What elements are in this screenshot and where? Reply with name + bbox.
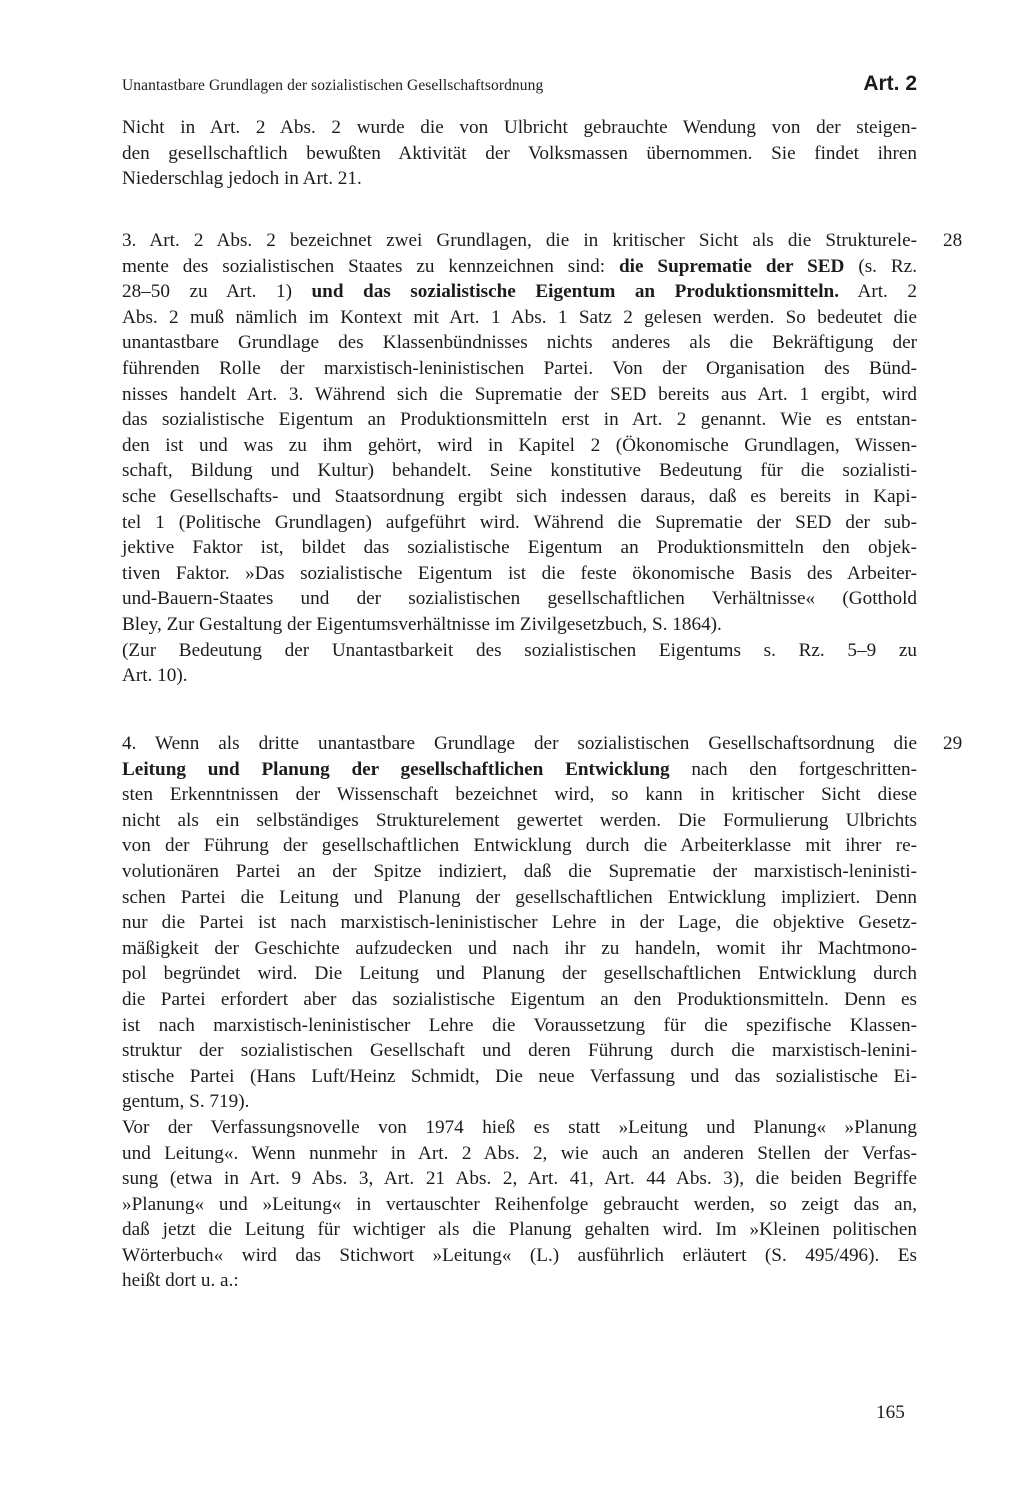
margin-number-28: 28 xyxy=(943,230,963,251)
page-number: 165 xyxy=(876,1402,905,1423)
text-line: Abs. 2 muß nämlich im Kontext mit Art. 1 Abs. 1 Satz 2 gelesen werden. So bedeutet die xyxy=(122,306,917,328)
article-label: Art. 2 xyxy=(863,72,917,95)
text-line: unantastbare Grundlage des Klassenbündnisses nichts anderes als die Bekräftigung der xyxy=(122,332,917,354)
text-line: nicht als ein selbständiges Strukturelement gewertet werden. Die Formulierung Ulbrichts xyxy=(122,809,917,831)
text-run: Art. 2 xyxy=(839,281,917,303)
emphasis-suprematie: die Suprematie der SED xyxy=(618,255,845,277)
paragraph-4 xyxy=(122,731,917,1294)
text-line: mäßigkeit der Geschichte aufzudecken und nach ihr zu handeln, womit ihr Machtmono- xyxy=(122,937,917,959)
paragraph-3 xyxy=(122,228,917,689)
text-line xyxy=(122,254,917,280)
text-line: sung (etwa in Art. 9 Abs. 3, Art. 21 Abs. 2, Art. 41, Art. 44 Abs. 3), die beiden Begriffe xyxy=(122,1168,917,1190)
text-line: nisses handelt Art. 3. Während sich die Suprematie der SED bereits aus Art. 1 ergibt, wird xyxy=(122,383,917,405)
text-run: mente des sozialistischen Staates zu kennzeichnen sind: xyxy=(122,255,619,277)
text-line: ist nach marxistisch-leninistischer Lehre die Voraussetzung für die spezifische Klassen- xyxy=(122,1014,917,1036)
text-line: 4. Wenn als dritte unantastbare Grundlage der sozialistischen Gesellschaftsordnung die xyxy=(122,733,917,754)
text-line: sten Erkenntnissen der Wissenschaft bezeichnet wird, so kann in kritischer Sicht diese xyxy=(122,784,917,806)
text-line: schaft, Bildung und Kultur) behandelt. Seine konstitutive Bedeutung für die sozialisti- xyxy=(122,460,917,482)
text-line: Art. 10). xyxy=(122,665,188,687)
text-line: volutionären Partei an der Spitze indiziert, daß die Suprematie der marxistisch-leninisti- xyxy=(122,860,917,882)
text-line xyxy=(122,757,917,783)
text-line: und Leitung«. Wenn nunmehr in Art. 2 Abs. 2, wie auch an anderen Stellen der Verfas- xyxy=(122,1142,917,1164)
text-line: (Zur Bedeutung der Unantastbarkeit des sozialistischen Eigentums s. Rz. 5–9 zu xyxy=(122,639,917,661)
text-line: schen Partei die Leitung und Planung der gesellschaftlichen Entwicklung impliziert. Denn xyxy=(122,886,917,908)
text-line: den ist und was zu ihm gehört, wird in Kapitel 2 (Ökonomische Grundlagen, Wissen- xyxy=(122,434,917,456)
emphasis-leitung-planung: Leitung und Planung der gesellschaftlichen Entwicklung xyxy=(122,758,670,780)
text-line xyxy=(122,279,917,305)
paragraph-intro xyxy=(122,115,917,192)
text-run: nach den fortgeschritten- xyxy=(669,758,917,780)
text-run: 28–50 zu Art. 1) xyxy=(122,281,312,303)
text-line: stische Partei (Hans Luft/Heinz Schmidt, Die neue Verfassung und das sozialistische Ei- xyxy=(122,1065,917,1087)
text-line: Vor der Verfassungsnovelle von 1974 hieß es statt »Leitung und Planung« »Planung xyxy=(122,1116,917,1138)
text-line: Niederschlag jedoch in Art. 21. xyxy=(122,168,362,190)
text-line: daß jetzt die Leitung für wichtiger als die Planung gehalten wird. Im »Kleinen politischen xyxy=(122,1219,917,1241)
text-line: Nicht in Art. 2 Abs. 2 wurde die von Ulbricht gebrauchte Wendung von der steigen- xyxy=(122,117,917,138)
text-run: (s. Rz. xyxy=(844,255,917,277)
running-header xyxy=(122,72,917,96)
text-line: tel 1 (Politische Grundlagen) aufgeführt wird. Während die Suprematie der SED der sub- xyxy=(122,511,917,533)
emphasis-eigentum: und das sozialistische Eigentum an Produktionsmitteln. xyxy=(311,281,839,303)
text-line: und-Bauern-Staates und der sozialistischen gesellschaftlichen Verhältnisse« (Gotthold xyxy=(122,588,917,610)
text-line: Wörterbuch« wird das Stichwort »Leitung« (L.) ausführlich erläutert (S. 495/496). Es xyxy=(122,1244,917,1266)
text-line: struktur der sozialistischen Gesellschaft und deren Führung durch die marxistisch-lenini- xyxy=(122,1040,917,1062)
text-line: gentum, S. 719). xyxy=(122,1091,250,1113)
text-line: das sozialistische Eigentum an Produktionsmitteln erst in Art. 2 genannt. Wie es entstan- xyxy=(122,409,917,431)
text-line: die Partei erfordert aber das sozialistische Eigentum an den Produktionsmitteln. Denn es xyxy=(122,988,917,1010)
text-line: tiven Faktor. »Das sozialistische Eigentum ist die feste ökonomische Basis des Arbeiter- xyxy=(122,562,917,584)
text-line: »Planung« und »Leitung« in vertauschter Reihenfolge gebraucht werden, so zeigt das an, xyxy=(122,1193,917,1215)
text-line: Bley, Zur Gestaltung der Eigentumsverhältnisse im Zivilgesetzbuch, S. 1864). xyxy=(122,613,722,635)
text-line: sche Gesellschafts- und Staatsordnung ergibt sich indessen daraus, daß es bereits in Kapi- xyxy=(122,485,917,507)
text-line: führenden Rolle der marxistisch-leninistischen Partei. Von der Organisation des Bünd- xyxy=(122,357,917,379)
text-line: jektive Faktor ist, bildet das sozialistische Eigentum an Produktionsmitteln den objek- xyxy=(122,537,917,559)
text-line: heißt dort u. a.: xyxy=(122,1270,239,1292)
running-title: Unantastbare Grundlagen der sozialistischen Gesellschaftsordnung xyxy=(122,77,544,94)
text-line: nur die Partei ist nach marxistisch-leninistischer Lehre in der Lage, die objektive Gesetz- xyxy=(122,912,917,934)
text-line: 3. Art. 2 Abs. 2 bezeichnet zwei Grundlagen, die in kritischer Sicht als die Strukturele- xyxy=(122,230,917,251)
text-line: pol begründet wird. Die Leitung und Planung der gesellschaftlichen Entwicklung durch xyxy=(122,963,917,985)
text-line: den gesellschaftlich bewußten Aktivität der Volksmassen übernommen. Sie findet ihren xyxy=(122,142,917,164)
text-line: von der Führung der gesellschaftlichen Entwicklung durch die Arbeiterklasse mit ihrer re- xyxy=(122,835,917,857)
margin-number-29: 29 xyxy=(943,733,963,754)
